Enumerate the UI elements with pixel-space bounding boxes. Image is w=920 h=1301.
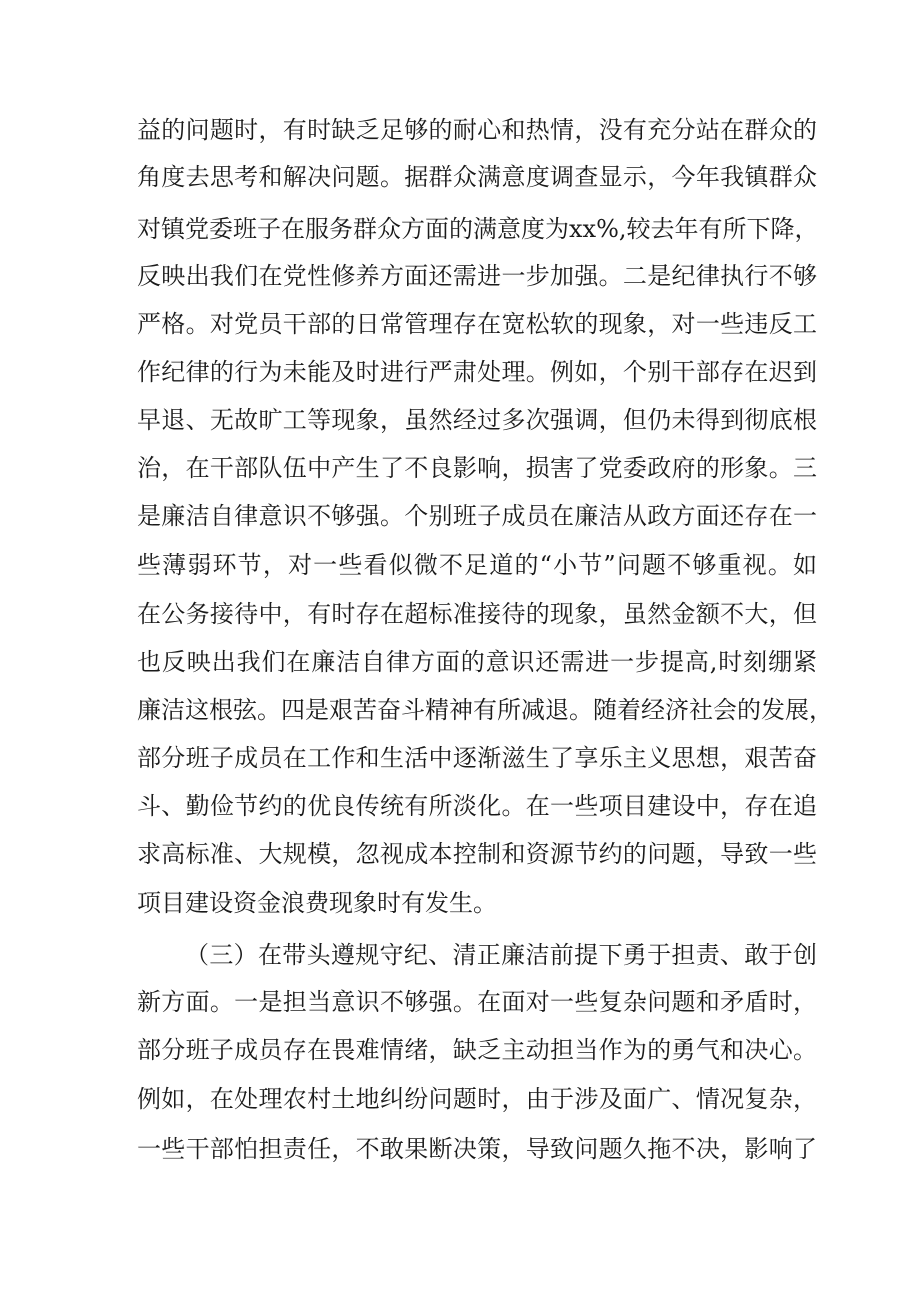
- text-line: 是廉洁自律意识不够强。个别班子成员在廉洁从政方面还存在一: [137, 502, 817, 530]
- text-line: 治，在干部队伍中产生了不良影响，损害了党委政府的形象。三: [137, 454, 817, 482]
- text-line: 部分班子成员存在畏难情绪，缺乏主动担当作为的勇气和决心。: [137, 1036, 817, 1064]
- paragraph-heading-line: （三）在带头遵规守纪、清正廉洁前提下勇于担责、敢于创: [185, 941, 817, 969]
- text-line: 例如，在处理农村土地纠纷问题时，由于涉及面广、情况复杂，: [137, 1085, 817, 1113]
- text-line: 也反映出我们在廉洁自律方面的意识还需进一步提高,时刻绷紧: [137, 648, 817, 676]
- text-line: 求高标准、大规模，忽视成本控制和资源节约的问题，导致一些: [137, 840, 817, 868]
- text-line: 些薄弱环节，对一些看似微不足道的“小节”问题不够重视。如: [137, 551, 817, 579]
- text-line: 部分班子成员在工作和生活中逐渐滋生了享乐主义思想，艰苦奋: [137, 744, 817, 772]
- text-line: 益的问题时，有时缺乏足够的耐心和热情，没有充分站在群众的: [137, 116, 817, 144]
- text-line: 新方面。一是担当意识不够强。在面对一些复杂问题和矛盾时，: [137, 988, 817, 1016]
- text-line: 作纪律的行为未能及时进行严肃处理。例如，个别干部存在迟到: [137, 358, 817, 386]
- text-line: 斗、勤俭节约的优良传统有所淡化。在一些项目建设中，存在追: [137, 792, 817, 820]
- text-line: 项目建设资金浪费现象时有发生。: [137, 889, 497, 917]
- text-line: 反映出我们在党性修养方面还需进一步加强。二是纪律执行不够: [137, 262, 817, 290]
- text-line: 对镇党委班子在服务群众方面的满意度为xx%,较去年有所下降，: [137, 215, 819, 243]
- text-line: 在公务接待中，有时存在超标准接待的现象，虽然金额不大，但: [137, 600, 817, 628]
- text-line: 早退、无故旷工等现象，虽然经过多次强调，但仍未得到彻底根: [137, 406, 817, 434]
- text-line: 一些干部怕担责任，不敢果断决策，导致问题久拖不决，影响了: [137, 1135, 817, 1163]
- text-line: 廉洁这根弦。四是艰苦奋斗精神有所减退。随着经济社会的发展，: [137, 696, 833, 724]
- text-line: 角度去思考和解决问题。据群众满意度调查显示，今年我镇群众: [137, 163, 817, 191]
- text-line: 严格。对党员干部的日常管理存在宽松软的现象，对一些违反工: [137, 310, 817, 338]
